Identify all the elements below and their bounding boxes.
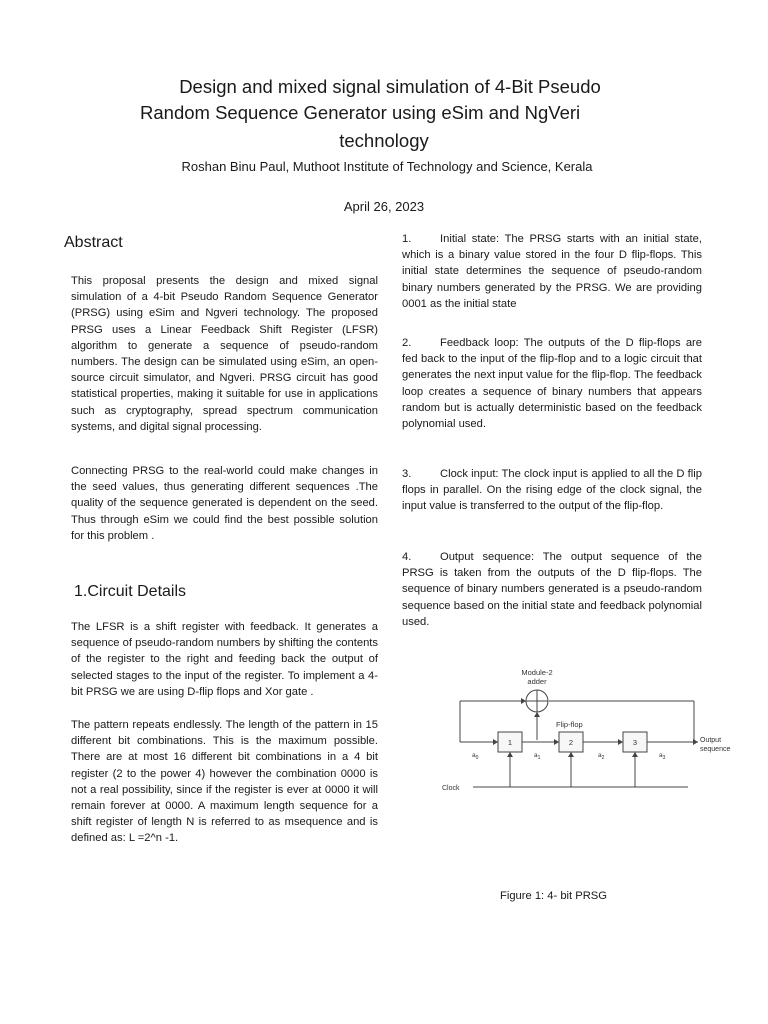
arrowheads xyxy=(493,698,698,757)
adder-label-line-1: Module-2 xyxy=(521,668,553,677)
flip-flop-label: Flip-flop xyxy=(556,720,583,729)
list-text: Clock input: The clock input is applied to all the D flip flops in parallel. On the rising edge of the clock signal, the input value is transferred to the output of the flip-flop. xyxy=(402,468,702,513)
list-number: 3. xyxy=(402,468,412,480)
stage-2-label: 2 xyxy=(568,738,574,747)
a2-label: $a_2$ xyxy=(598,752,605,761)
clock-label: Clock xyxy=(442,785,460,792)
paper-title-line-1: Design and mixed signal simulation of 4-Bit Pseudo xyxy=(179,76,601,97)
abstract-paragraph-2: Connecting PRSG to the real-world could make changes in the seed values, thus generating different sequences .The quality of the sequence generated is dependent on the seed. Thus through eSim we could find the best possible solution for this problem . xyxy=(71,465,378,542)
circuit-details-heading: 1.Circuit Details xyxy=(74,583,187,600)
list-number: 1. xyxy=(402,233,412,245)
paper-title-line-2: Random Sequence Generator using eSim and NgVeri xyxy=(140,102,581,123)
list-text: Initial state: The PRSG starts with an initial state, which is a binary value stored in the four D flip-flops. This initial state determines the sequence of pseudo-random binary numbers generated by the PRSG. We are providing 0001 as the initial state xyxy=(402,233,702,310)
date: April 26, 2023 xyxy=(343,199,425,214)
output-label-line-1: Output xyxy=(700,737,722,744)
circuit-paragraph-2: The pattern repeats endlessly. The length of the pattern in 15 different bit combinations. This is the maximum possible. There are at most 16 different bit combinations in a 4 bit register (2 to the power 4) however the combination 0000 is not a real possibility, since if the register is ever at 0000 it will remain forever at 0000. A maximum length sequence for a shift register of length N is referred to as msequence and is defined as: L =2^n -1. xyxy=(71,719,378,845)
stage-3-label: 3 xyxy=(632,738,638,747)
list-item-clock-input xyxy=(402,466,702,515)
list-number: 2. xyxy=(402,337,412,349)
stage-1-label: 1 xyxy=(507,738,513,747)
figure-caption: Figure 1: 4- bit PRSG xyxy=(500,890,607,902)
prsg-circuit-diagram xyxy=(438,664,738,814)
list-number: 4. xyxy=(402,551,412,563)
a3-label: $a_3$ xyxy=(659,752,666,761)
list-item-initial-state xyxy=(402,231,702,312)
list-text: Feedback loop: The outputs of the D flip-flops are fed back to the input of the flip-flop and to a logic circuit that generates the next input value for the flip-flop. The feedback loop creates a sequence of binary numbers that appears random but is actually deterministic based on the feedback polynomial used. xyxy=(402,337,702,431)
list-item-output-sequence xyxy=(402,549,702,630)
output-label-line-2: sequence xyxy=(700,746,731,753)
list-text: Output sequence: The output sequence of the PRSG is taken from the outputs of the D flip-flops. The sequence of binary numbers generated is a pseudo-random sequence based on the initial state and feedback polynomial used. xyxy=(402,551,702,628)
circuit-paragraph-1: The LFSR is a shift register with feedback. It generates a sequence of pseudo-random numbers by shifting the contents of the register to the right and feeding back the output of selected stages to the input of the register. To implement a 4-bit PRSG we are using D-flip flops and Xor gate . xyxy=(71,621,378,698)
abstract-paragraph-1: This proposal presents the design and mixed signal simulation of a 4-bit Pseudo Random Sequence Generator (PRSG) using eSim and Ngveri technology. The proposed PRSG uses a Linear Feedback Shift Register (LFSR) algorithm to generate a sequence of pseudo-random numbers. The design can be simulated using eSim, an open-source circuit simulator, and Ngveri. PRSG circuit has good statistical properties, making it suitable for use in applications such as cryptography, spread spectrum communication systems, and digital signal processing. xyxy=(71,275,378,433)
abstract-heading: Abstract xyxy=(64,234,123,251)
list-item-feedback-loop xyxy=(402,335,702,432)
author-line: Roshan Binu Paul, Muthoot Institute of Technology and Science, Kerala xyxy=(181,159,593,174)
paper-title-line-3: technology xyxy=(339,130,429,151)
adder-label-line-2: adder xyxy=(527,677,547,686)
a1-label: $a_1$ xyxy=(534,752,541,761)
a0-label: $a_0$ xyxy=(472,752,479,761)
